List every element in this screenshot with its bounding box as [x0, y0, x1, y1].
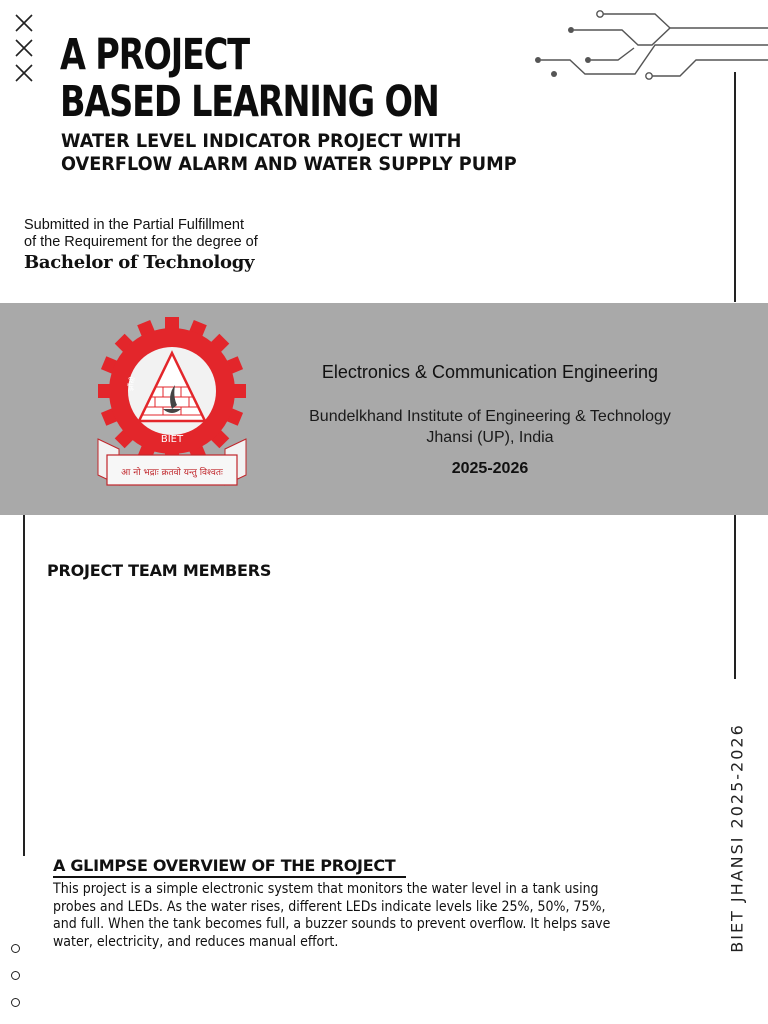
- institute-logo: [93, 317, 251, 495]
- department-name: Electronics & Communication Engineering: [321, 362, 659, 382]
- overview-body: This project is a simple electronic system that monitors the water level in a tank using probes and LEDs. As the water rises, different LEDs indicate levels like 25%, 50%, 75%, and full. When the tank becomes full, a buzzer sounds to prevent overflow. It helps save water, electricity, and reduces manual effort.: [53, 881, 611, 950]
- page-title: [60, 32, 439, 126]
- team-heading: PROJECT TEAM MEMBERS: [47, 561, 272, 580]
- degree-name: Bachelor of Technology: [24, 252, 255, 273]
- x-mark-icon: [14, 63, 34, 83]
- submission-line-2: of the Requirement for the degree of: [24, 234, 258, 250]
- subtitle-line-1: WATER LEVEL INDICATOR PROJECT WITH: [61, 130, 462, 152]
- x-mark-icon: [14, 13, 34, 33]
- institute-location: Jhansi (UP), India: [426, 429, 554, 446]
- logo-motto: आ नो भद्राः क्रतवो यन्तु विश्वतः: [121, 468, 223, 478]
- divider-line: [734, 515, 736, 679]
- submission-line-1: Submitted in the Partial Fulfillment: [24, 217, 245, 233]
- x-mark-icon: [14, 38, 34, 58]
- circle-dot-icon: [11, 944, 20, 953]
- institute-info: [280, 406, 700, 448]
- circuit-lines-icon: [530, 8, 768, 84]
- submission-note: [24, 217, 258, 251]
- overview-heading: A GLIMPSE OVERVIEW OF THE PROJECT: [53, 856, 396, 875]
- circle-dot-icon: [11, 971, 20, 980]
- subtitle-line-2: OVERFLOW ALARM AND WATER SUPPLY PUMP: [61, 153, 517, 175]
- project-subtitle: [61, 130, 517, 176]
- session-year: 2025-2026: [451, 460, 529, 477]
- side-label: BIET JHANSI 2025-2026: [727, 723, 747, 953]
- institute-name: Bundelkhand Institute of Engineering & Technology: [309, 408, 671, 425]
- title-line-1: A PROJECT: [60, 30, 249, 80]
- title-line-2: BASED LEARNING ON: [60, 77, 439, 127]
- logo-ring-text: झाँसी: [126, 376, 138, 392]
- overview-underline: [53, 876, 406, 878]
- circle-dot-icon: [11, 998, 20, 1007]
- logo-biet-text: BIET: [160, 434, 184, 445]
- divider-line: [734, 72, 736, 302]
